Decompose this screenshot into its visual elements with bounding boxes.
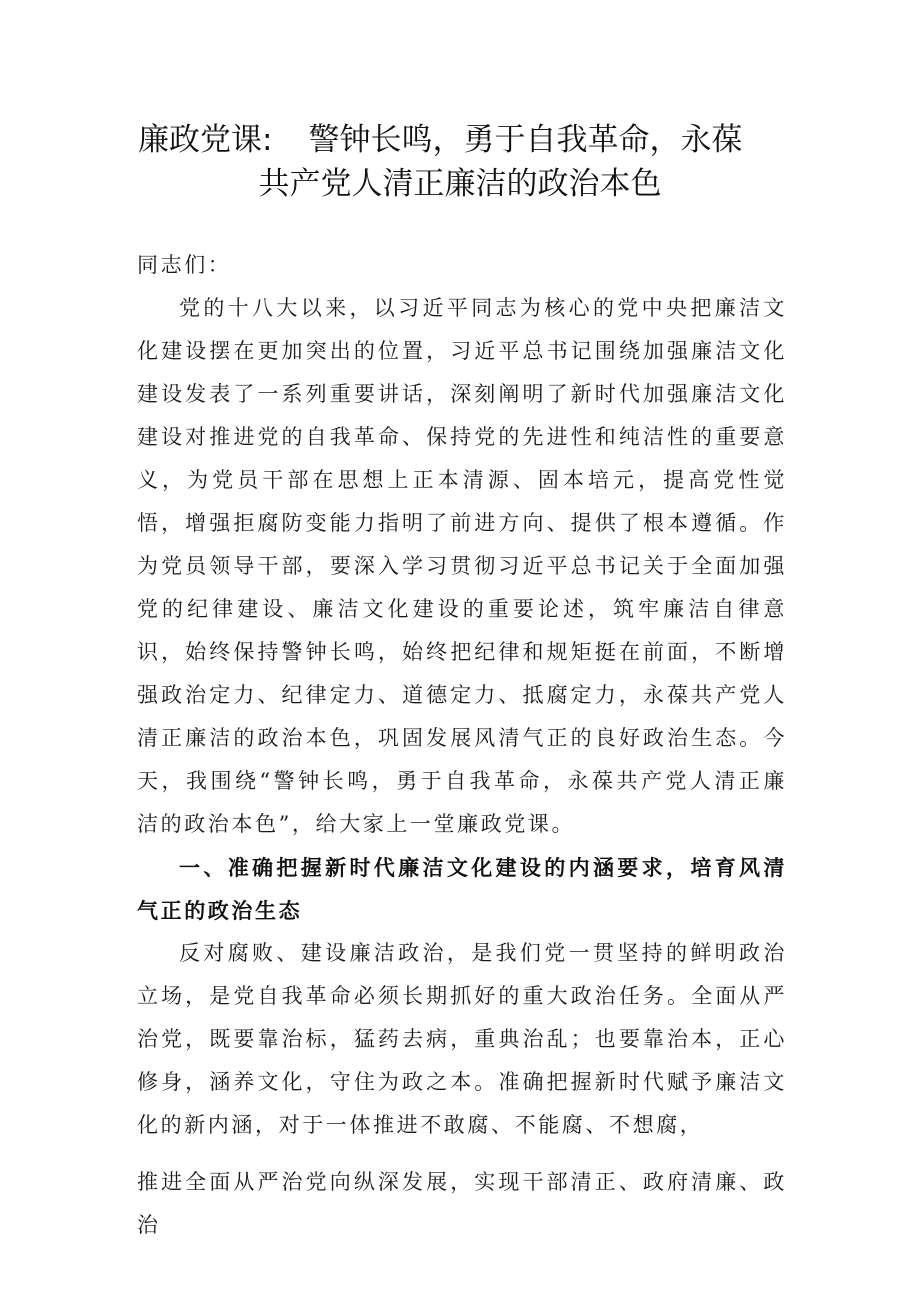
section-heading-1: 一、准确把握新时代廉洁文化建设的内涵要求，培育风清气正的政治生态 — [137, 855, 787, 923]
paragraph-intro: 党的十八大以来，以习近平同志为核心的党中央把廉洁文化建设摆在更加突出的位置，习近平总书记围绕加强廉洁文化建设发表了一系列重要讲话，深刻阐明了新时代加强廉洁文化建设对推进党的自我革命、保持党的先进性和纯洁性的重要意义，为党员干部在思想上正本清源、固本培元，提高党性觉悟，增强拒腐防变能力指明了前进方向、提供了根本遵循。作为党员领导干部，要深入学习贯彻习近平总书记关于全面加强党的纪律建设、廉洁文化建设的重要论述，筑牢廉洁自律意识，始终保持警钟长鸣，始终把纪律和规矩挺在前面，不断增强政治定力、纪律定力、道德定力、抵腐定力，永葆共产党人清正廉洁的政治本色，巩固发展风清气正的良好政治生态。今天，我围绕“警钟长鸣，勇于自我革命，永葆共产党人清正廉洁的政治本色”，给大家上一堂廉政党课。 — [137, 296, 787, 836]
title-line-2: 共产党人清正廉洁的政治本色 — [258, 166, 662, 202]
title-main-part-1: 警钟长鸣，勇于自我革命，永葆 — [308, 122, 743, 158]
document-body — [137, 244, 787, 1247]
title-line-1 — [120, 118, 800, 162]
paragraph-continuation: 推进全面从严治党向纵深发展，实现干部清正、政府清廉、政治 — [137, 1170, 787, 1237]
salutation: 同志们： — [137, 253, 232, 277]
title-prefix: 廉政党课: — [138, 122, 273, 158]
paragraph-section-1: 反对腐败、建设廉洁政治，是我们党一贯坚持的鲜明政治立场，是党自我革命必须长期抓好的重大政治任务。全面从严治党，既要靠治标，猛药去病，重典治乱；也要靠治本，正心修身，涵养文化，守住为政之本。准确把握新时代赋予廉洁文化的新内涵，对于一体推进不敢腐、不能腐、不想腐， — [137, 941, 787, 1137]
document-title — [120, 118, 800, 206]
